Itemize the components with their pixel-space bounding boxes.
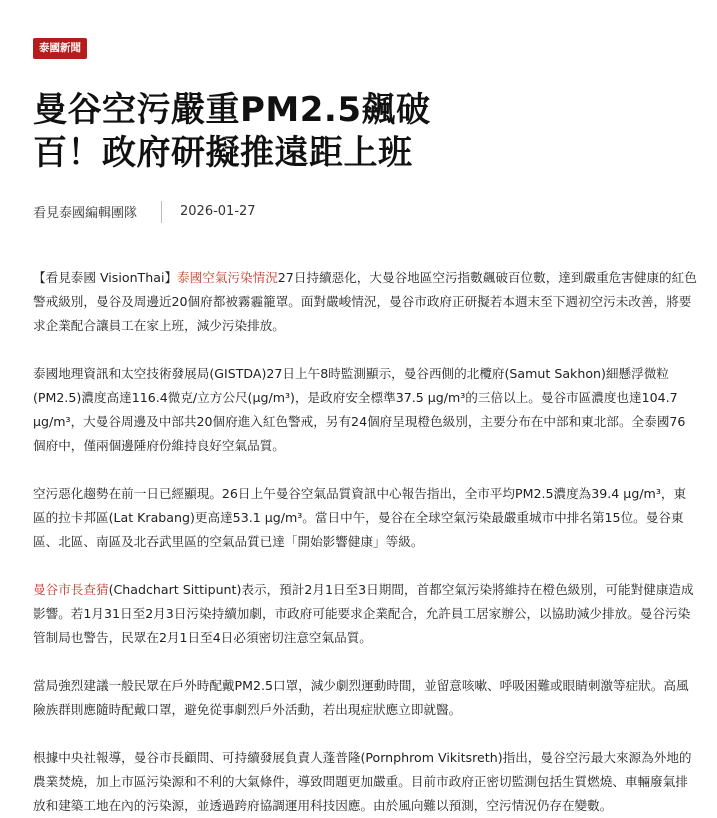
article-meta	[33, 201, 701, 223]
paragraph	[33, 578, 701, 650]
paragraph	[33, 266, 701, 338]
paragraph	[33, 746, 701, 818]
category-badge[interactable]: 泰國新聞	[33, 38, 87, 59]
paragraph-text: (Chadchart Sittipunt)表示，預計2月1日至3日期間，首都空氣污染將維持在橙色級別，可能對健康造成影響。若1月31日至2月3日污染持續加劇，市政府可能要求企業配合，允許員工居家辦公，以協助減少排放。曼谷污染管制局也警告，民眾在2月1日至4日必須密切注意空氣品質。	[33, 581, 694, 645]
paragraph-text: 27日持續惡化，大曼谷地區空污指數飆破百位數，達到嚴重危害健康的紅色警戒級別，曼谷及周邊近20個府都被霧霾籠罩。面對嚴峻情況，曼谷市政府正研擬若本週末至下週初空污未改善，將要求企業配合讓員工在家上班，減少污染排放。	[33, 269, 697, 333]
article-link[interactable]: 曼谷市長查猜	[33, 581, 109, 597]
paragraph	[33, 482, 701, 554]
article-body	[33, 266, 701, 818]
paragraph-text: 泰國地理資訊和太空技術發展局(GISTDA)27日上午8時監測顯示，曼谷西側的北欖府(Samut Sakhon)細懸浮微粒(PM2.5)濃度高達116.4微克/立方公尺(μg/m³)，是政府安全標準37.5 μg/m³的三倍以上。曼谷市區濃度也達104.7 μg/m³，大曼谷周邊及中部共20個府進入紅色警戒，另有24個府呈現橙色級別，主要分布在中部和東北部。全泰國76個府中，僅兩個邊陲府份維持良好空氣品質。	[33, 365, 686, 453]
paragraph-text: 【看見泰國 VisionThai】	[33, 269, 178, 285]
paragraph-text: 空污惡化趨勢在前一日已經顯現。26日上午曼谷空氣品質資訊中心報告指出，全市平均PM2.5濃度為39.4 μg/m³，東區的拉卡邦區(Lat Krabang)更高達53.1 μg/m³。當日中午，曼谷在全球空氣污染最嚴重城市中排名第15位。曼谷東區、北區、南區及北吞武里區的空氣品質已達「開始影響健康」等級。	[33, 485, 687, 549]
article-link[interactable]: 泰國空氣污染情況	[177, 269, 278, 285]
paragraph-text: 當局強烈建議一般民眾在戶外時配戴PM2.5口罩，減少劇烈運動時間，並留意咳嗽、呼吸困難或眼睛刺激等症狀。高風險族群則應隨時配戴口罩，避免從事劇烈戶外活動，若出現症狀應立即就醫。	[33, 677, 689, 717]
paragraph	[33, 362, 701, 458]
meta-divider	[161, 201, 162, 223]
paragraph-text: 根據中央社報導，曼谷市長顧問、可持續發展負責人蓬普隆(Pornphrom Vikitsreth)指出，曼谷空污最大來源為外地的農業焚燒，加上市區污染源和不利的大氣條件，導致問題更加嚴重。目前市政府正密切監測包括生質燃燒、車輛廢氣排放和建築工地在內的污染源，並透過跨府協調運用科技因應。由於風向難以預測，空污情況仍存在變數。	[33, 749, 692, 813]
publish-date: 2026-01-27	[180, 204, 256, 219]
article-title: 曼谷空污嚴重PM2.5飆破百！政府研擬推遠距上班	[33, 89, 431, 173]
author-name: 看見泰國編輯團隊	[33, 206, 138, 221]
paragraph	[33, 674, 701, 722]
